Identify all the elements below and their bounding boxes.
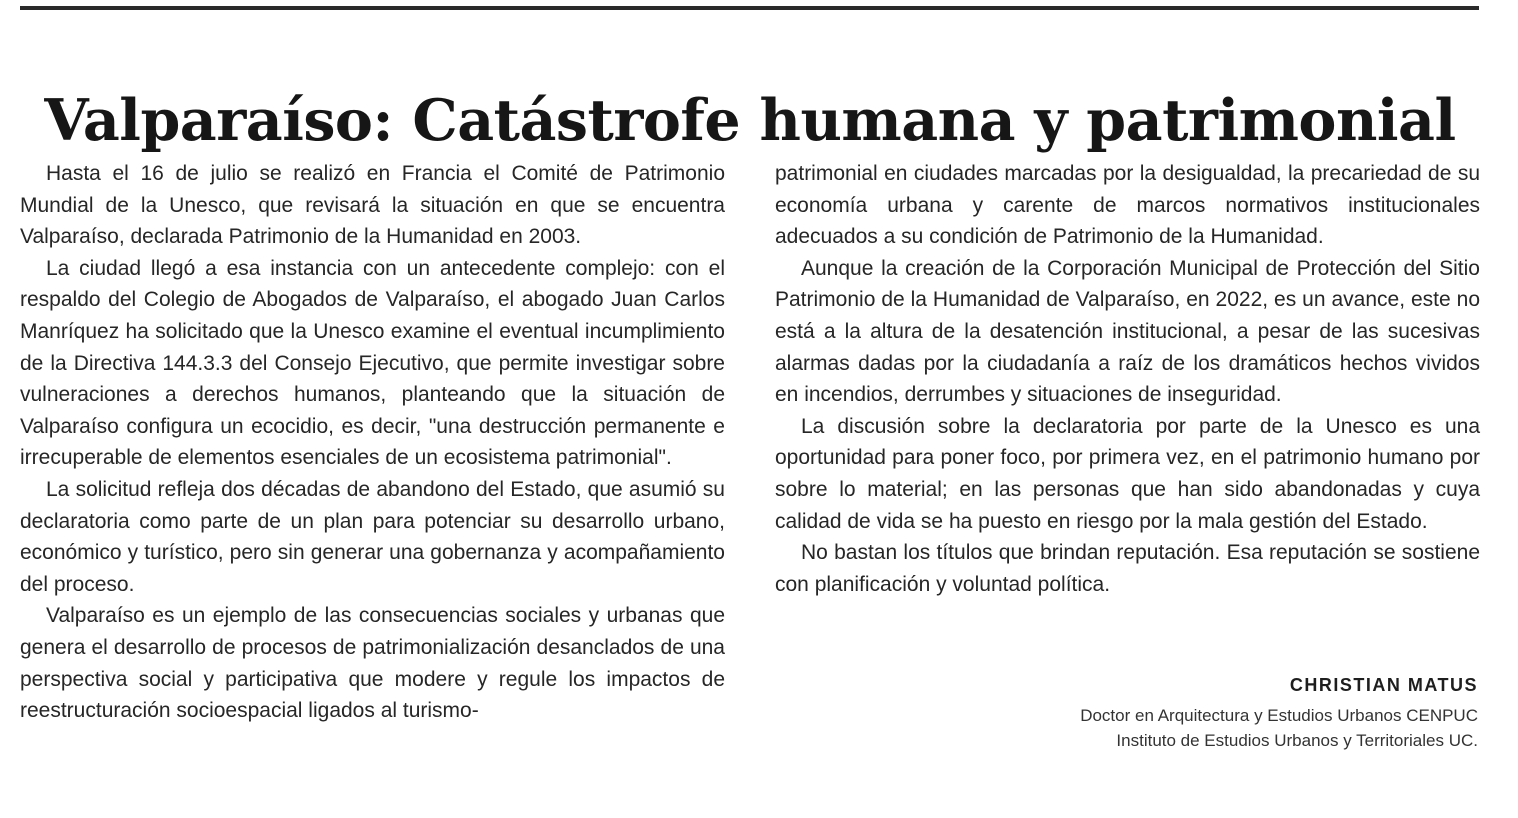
paragraph: Hasta el 16 de julio se realizó en Francia el Comité de Patrimonio Mundial de la Unesco, que revisará la situación en que se encuentra Valparaíso, declarada Patrimonio de la Humanidad en 2003. [20,162,725,249]
paragraph: La ciudad llegó a esa instancia con un antecedente complejo: con el respaldo del Colegio de Abogados de Valparaíso, el abogado Juan Carlos Manríquez ha solicitado que la Unesco examine el eventual incumplimiento de la Directiva 144.3.3 del Consejo Ejecutivo, que permite investigar sobre vulneraciones a derechos humanos, planteando que la situación de Valparaíso configura un ecocidio, es decir, "una destrucción permanente e irrecuperable de elementos esenciales de un ecosistema patrimonial". [20,256,725,470]
top-rule [20,6,1479,10]
headline: Valparaíso: Catástrofe humana y patrimonial [44,87,1456,155]
article-column-left [20,158,725,727]
paragraph: Valparaíso es un ejemplo de las consecuencias sociales y urbanas que genera el desarrollo de procesos de patrimonialización desanclados de una perspectiva social y participativa que modere y regule los impactos de reestructuración socioespacial ligados al turismo- [20,604,725,723]
paragraph: Aunque la creación de la Corporación Municipal de Protección del Sitio Patrimonio de la Humanidad de Valparaíso, en 2022, es un avance, este no está a la altura de la desatención institucional, a pesar de las sucesivas alarmas dadas por la ciudadanía a raíz de los dramáticos hechos vividos en incendios, derrumbes y situaciones de inseguridad. [775,256,1480,407]
paragraph: No bastan los títulos que brindan reputación. Esa reputación se sostiene con planificación y voluntad política. [775,541,1480,596]
author-name: CHRISTIAN MATUS [1289,675,1478,695]
paragraph-continuation: patrimonial en ciudades marcadas por la desigualdad, la precariedad de su economía urbana y carente de marcos normativos institucionales adecuados a su condición de Patrimonio de la Humanidad. [775,162,1480,249]
paragraph: La discusión sobre la declaratoria por parte de la Unesco es una oportunidad para poner foco, por primera vez, en el patrimonio humano por sobre lo material; en las personas que han sido abandonadas y cuya calidad de vida se ha puesto en riesgo por la mala gestión del Estado. [775,414,1480,533]
author-title [1080,703,1478,753]
author-title-line: Instituto de Estudios Urbanos y Territoriales UC. [1116,731,1478,750]
author-block [1080,671,1478,753]
article-column-right [775,158,1480,600]
author-title-line: Doctor en Arquitectura y Estudios Urbanos CENPUC [1080,706,1478,725]
paragraph: La solicitud refleja dos décadas de abandono del Estado, que asumió su declaratoria como parte de un plan para potenciar su desarrollo urbano, económico y turístico, pero sin generar una gobernanza y acompañamiento del proceso. [20,477,725,596]
